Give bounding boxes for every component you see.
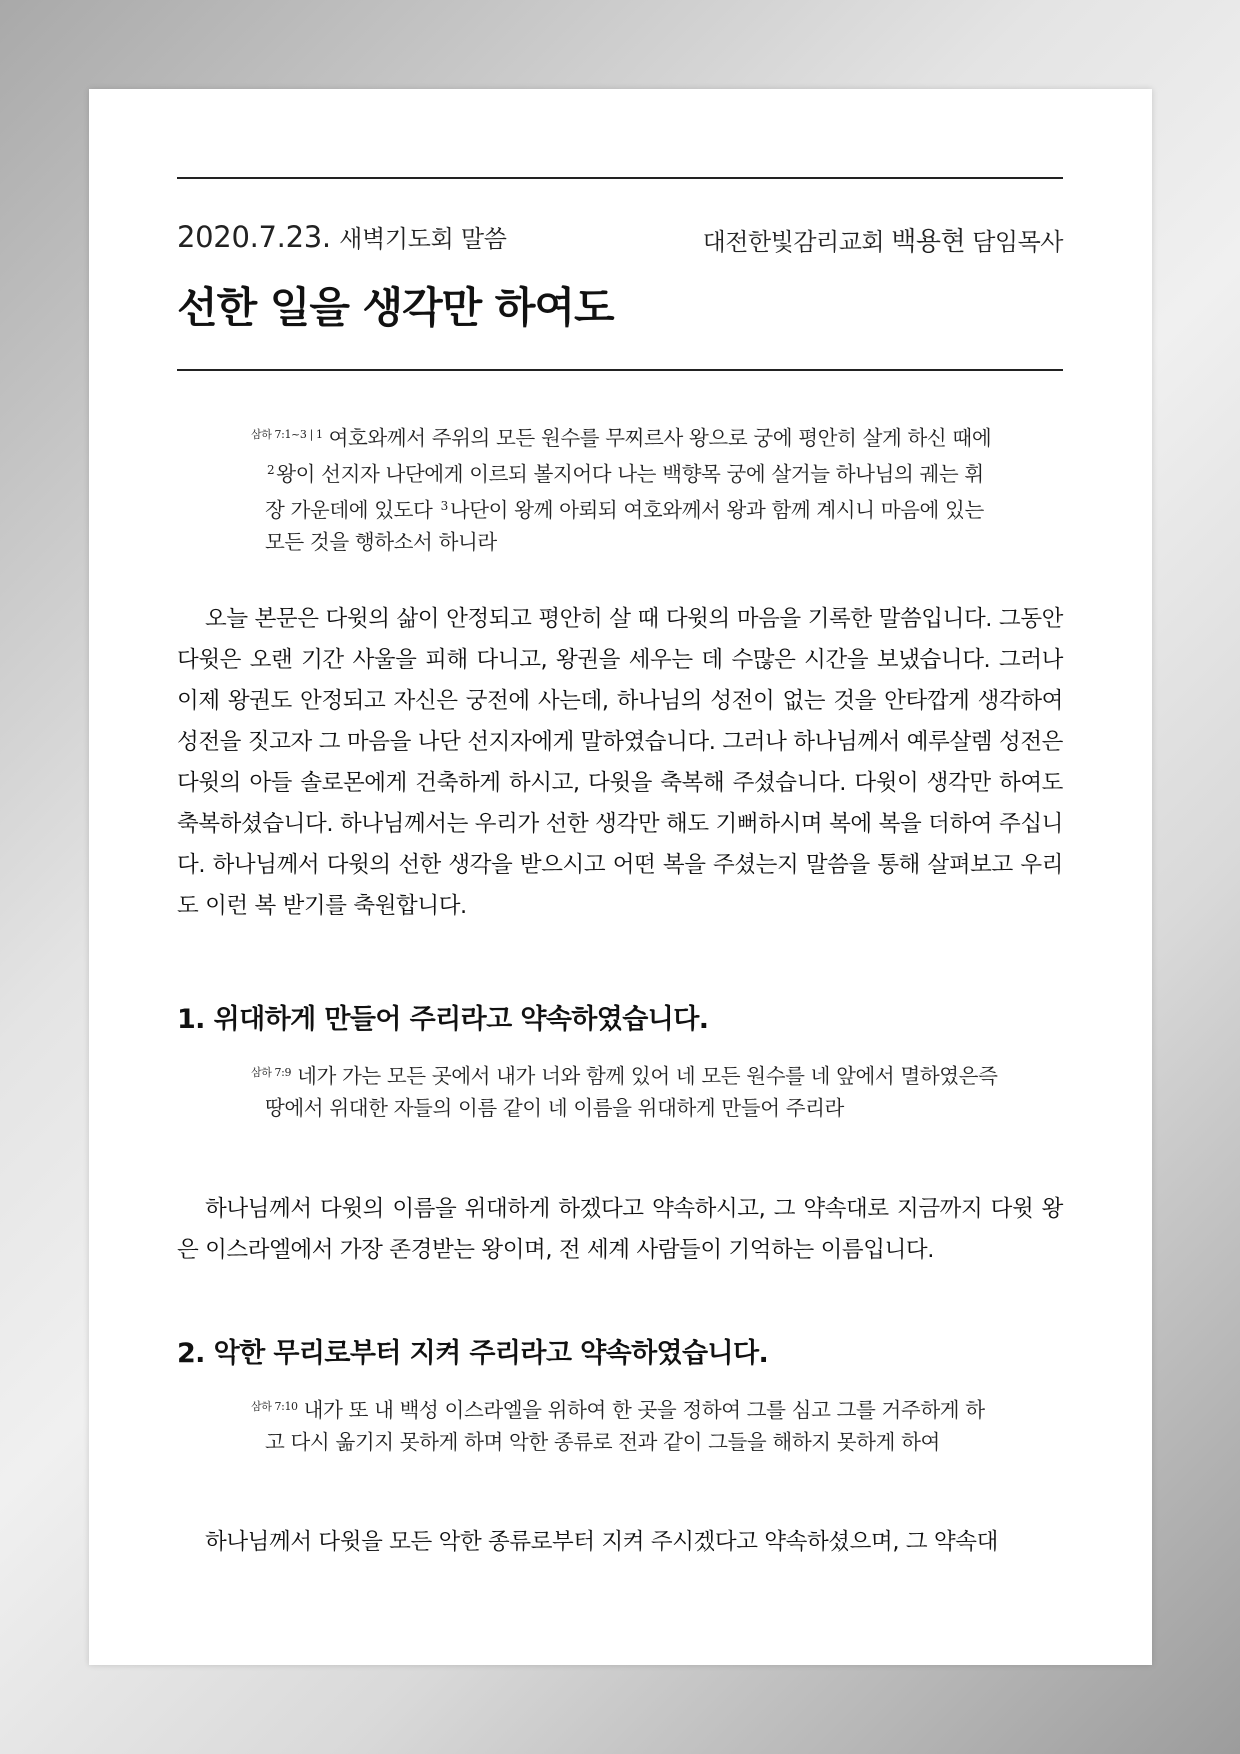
- verse-text: 왕이 선지자 나단에게 이르되 볼지어다 나는 백향목 궁에 살거늘 하나님의 궤는 휘장 가운데에 있도다: [265, 462, 984, 522]
- document-page: [89, 89, 1152, 1665]
- scripture-passage-1: [251, 419, 1000, 558]
- intro-paragraph: 오늘 본문은 다윗의 삶이 안정되고 평안히 살 때 다윗의 마음을 기록한 말씀입니다. 그동안 다윗은 오랜 기간 사울을 피해 다니고, 왕권을 세우는 데 수많은 시간을 보냈습니다. 그러나 이제 왕권도 안정되고 자신은 궁전에 사는데, 하나님의 성전이 없는 것을 안타깝게 생각하여 성전을 짓고자 그 마음을 나단 선지자에게 말하였습니다. 그러나 하나님께서 예루살렘 성전은 다윗의 아들 솔로몬에게 건축하게 하시고, 다윗을 축복해 주셨습니다. 다윗이 생각만 하여도 축복하셨습니다. 하나님께서는 우리가 선한 생각만 해도 기뻐하시며 복에 복을 더하여 주십니다. 하나님께서 다윗의 선한 생각을 받으시고 어떤 복을 주셨는지 말씀을 통해 살펴보고 우리도 이런 복 받기를 축원합니다.: [177, 606, 1063, 919]
- pastor-name: 백용현: [891, 227, 966, 257]
- verse-number: 3: [440, 499, 448, 513]
- verse-text: 여호와께서 주위의 모든 원수를 무찌르사 왕으로 궁에 평안히 살게 하신 때에: [328, 426, 992, 450]
- sermon-date: 2020.7.23.: [177, 220, 331, 254]
- church-name: 대전한빛감리교회: [702, 228, 885, 256]
- section-1-paragraph: 하나님께서 다윗의 이름을 위대하게 하겠다고 약속하시고, 그 약속대로 지금까지 다윗 왕은 이스라엘에서 가장 존경받는 왕이며, 전 세계 사람들이 기억하는 이름입니다.: [177, 1196, 1063, 1263]
- section-2-paragraph: 하나님께서 다윗을 모든 악한 종류로부터 지켜 주시겠다고 약속하셨으며, 그 약속대: [205, 1529, 998, 1555]
- verse-number: 2: [267, 463, 275, 477]
- header-bottom-rule: [177, 369, 1063, 371]
- sermon-event: 새벽기도회 말씀: [339, 225, 507, 253]
- scripture-passage-3: [251, 1391, 1000, 1458]
- verse-text: 네가 가는 모든 곳에서 내가 너와 함께 있어 네 모든 원수를 네 앞에서 멸하였은즉 땅에서 위대한 자들의 이름 같이 네 이름을 위대하게 만들어 주리라: [265, 1064, 998, 1120]
- scripture-reference: 삼하 7:9: [251, 1066, 292, 1079]
- sermon-date-line: [177, 219, 507, 254]
- section-heading-1: 1. 위대하게 만들어 주리라고 약속하였습니다.: [177, 1004, 709, 1035]
- sermon-title: 선한 일을 생각만 하여도: [177, 283, 614, 332]
- church-info: [703, 221, 1063, 258]
- scripture-reference: 삼하 7:1~3 | 1: [251, 428, 323, 441]
- verse-text: 내가 또 내 백성 이스라엘을 위하여 한 곳을 정하여 그를 심고 그를 거주하게 하고 다시 옮기지 못하게 하며 악한 종류로 전과 같이 그들을 해하지 못하게 하여: [265, 1398, 985, 1454]
- header-top-rule: [177, 177, 1063, 179]
- scripture-passage-2: [251, 1057, 1000, 1124]
- scripture-reference: 삼하 7:10: [251, 1400, 298, 1413]
- section-heading-2: 2. 악한 무리로부터 지켜 주리라고 약속하였습니다.: [177, 1338, 769, 1369]
- verse-text: 나단이 왕께 아뢰되 여호와께서 왕과 함께 계시니 마음에 있는 모든 것을 행하소서 하니라: [265, 498, 984, 554]
- pastor-title: 담임목사: [972, 228, 1063, 256]
